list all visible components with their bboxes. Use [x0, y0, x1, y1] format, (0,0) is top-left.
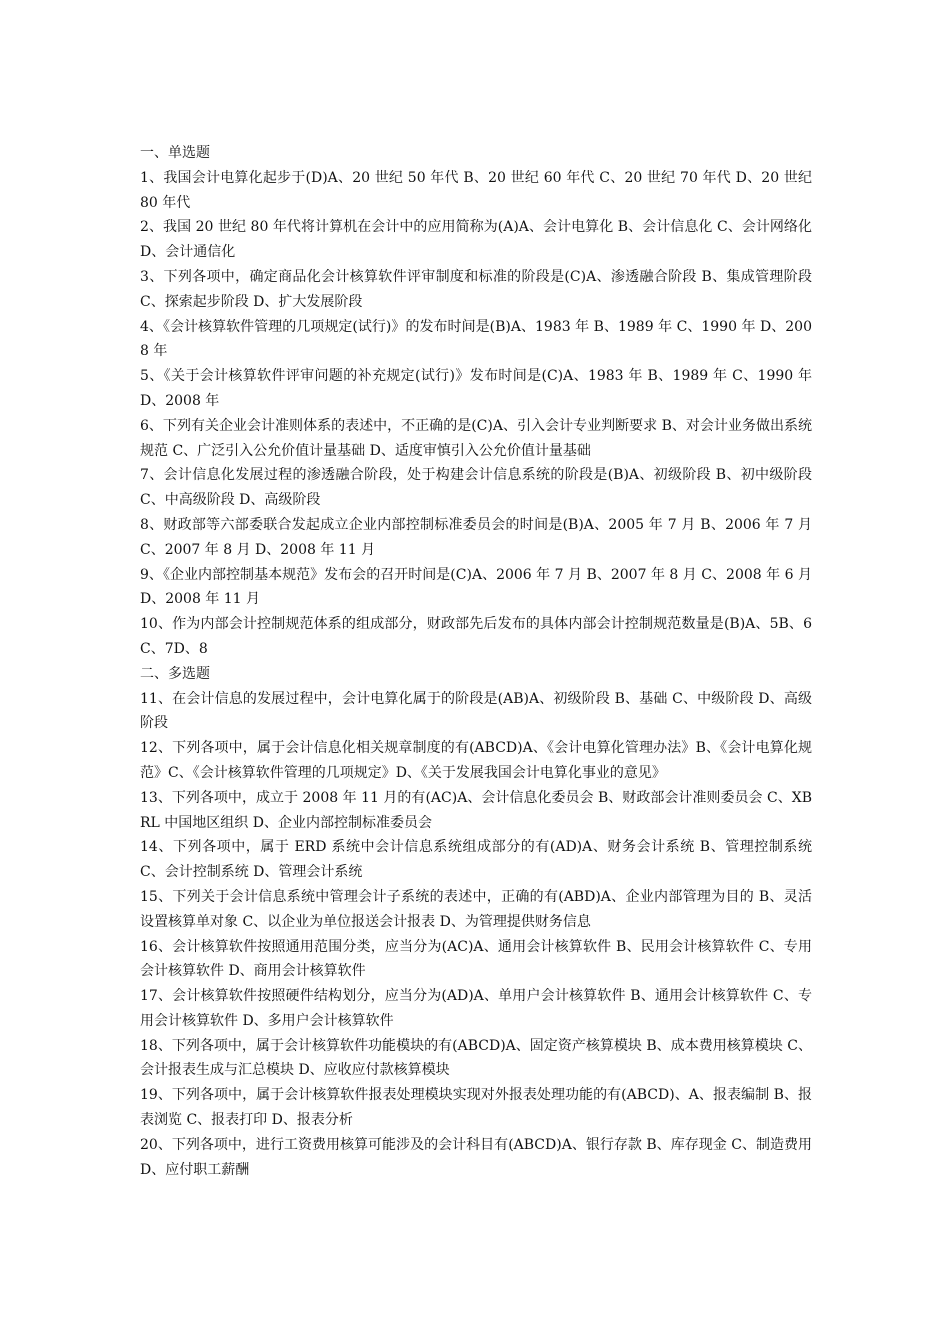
question-item: 8、财政部等六部委联合发起成立企业内部控制标准委员会的时间是(B)A、2005 年 7 月 B、2006 年 7 月 C、2007 年 8 月 D、2008 年 11 月 — [140, 516, 817, 558]
question-item: 14、下列各项中，属于 ERD 系统中会计信息系统组成部分的有(AD)A、财务会计系统 B、管理控制系统 C、会计控制系统 D、管理会计系统 — [140, 839, 817, 881]
question-item: 6、下列有关企业会计准则体系的表述中，不正确的是(C)A、引入会计专业判断要求 B、对会计业务做出系统规范 C、广泛引入公允价值计量基础 D、适度审慎引入公允价值计量基础 — [140, 417, 812, 459]
question-item: 9、《企业内部控制基本规范》发布会的召开时间是(C)A、2006 年 7 月 B、2007 年 8 月 C、2008 年 6 月 D、2008 年 11 月 — [140, 566, 817, 608]
question-item: 17、会计核算软件按照硬件结构划分，应当分为(AD)A、单用户会计核算软件 B、通用会计核算软件 C、专用会计核算软件 D、多用户会计核算软件 — [140, 988, 812, 1029]
question-item: 12、下列各项中，属于会计信息化相关规章制度的有(ABCD)A、《会计电算化管理办法》B、《会计电算化规范》C、《会计核算软件管理的几项规定》D、《关于发展我国会计电算化事业的意见》 — [140, 740, 812, 781]
question-item: 13、下列各项中，成立于 2008 年 11 月的有(AC)A、会计信息化委员会 B、财政部会计准则委员会 C、XBRL 中国地区组织 D、企业内部控制标准委员会 — [140, 789, 812, 831]
question-item: 18、下列各项中，属于会计核算软件功能模块的有(ABCD)A、固定资产核算模块 B、成本费用核算模块 C、会计报表生成与汇总模块 D、应收应付款核算模块 — [140, 1037, 812, 1079]
question-item: 2、我国 20 世纪 80 年代将计算机在会计中的应用简称为(A)A、会计电算化 B、会计信息化 C、会计网络化 D、会计通信化 — [140, 219, 817, 261]
question-item: 11、在会计信息的发展过程中，会计电算化属于的阶段是(AB)A、初级阶段 B、基础 C、中级阶段 D、高级阶段 — [140, 690, 812, 732]
question-item: 20、下列各项中，进行工资费用核算可能涉及的会计科目有(ABCD)A、银行存款 B、库存现金 C、制造费用 D、应付职工薪酬 — [140, 1136, 817, 1178]
document-body — [140, 141, 817, 1182]
question-item: 10、作为内部会计控制规范体系的组成部分，财政部先后发布的具体内部会计控制规范数量是(B)A、5B、6C、7D、8 — [140, 616, 812, 657]
section-heading: 二、多选题 — [140, 665, 210, 682]
question-item: 4、《会计核算软件管理的几项规定(试行)》的发布时间是(B)A、1983 年 B、1989 年 C、1990 年 D、2008 年 — [140, 318, 812, 360]
question-item: 1、我国会计电算化起步于(D)A、20 世纪 50 年代 B、20 世纪 60 年代 C、20 世纪 70 年代 D、20 世纪 80 年代 — [140, 169, 817, 211]
section-multiple-choice — [140, 662, 817, 1183]
question-item: 19、下列各项中，属于会计核算软件报表处理模块实现对外报表处理功能的有(ABCD)、A、报表编制 B、报表浏览 C、报表打印 D、报表分析 — [140, 1087, 812, 1129]
question-item: 7、会计信息化发展过程的渗透融合阶段，处于构建会计信息系统的阶段是(B)A、初级阶段 B、初中级阶段 C、中高级阶段 D、高级阶段 — [140, 467, 817, 509]
question-item: 3、下列各项中，确定商品化会计核算软件评审制度和标准的阶段是(C)A、渗透融合阶段 B、集成管理阶段 C、探索起步阶段 D、扩大发展阶段 — [140, 268, 817, 310]
section-single-choice — [140, 141, 817, 662]
question-item: 5、《关于会计核算软件评审问题的补充规定(试行)》发布时间是(C)A、1983 年 B、1989 年 C、1990 年 D、2008 年 — [140, 368, 817, 409]
section-heading: 一、单选题 — [140, 145, 210, 161]
question-item: 15、下列关于会计信息系统中管理会计子系统的表述中，正确的有(ABD)A、企业内部管理为目的 B、灵活设置核算单对象 C、以企业为单位报送会计报表 D、为管理提供财务信息 — [140, 888, 812, 930]
question-item: 16、会计核算软件按照通用范围分类，应当分为(AC)A、通用会计核算软件 B、民用会计核算软件 C、专用会计核算软件 D、商用会计核算软件 — [140, 938, 812, 980]
